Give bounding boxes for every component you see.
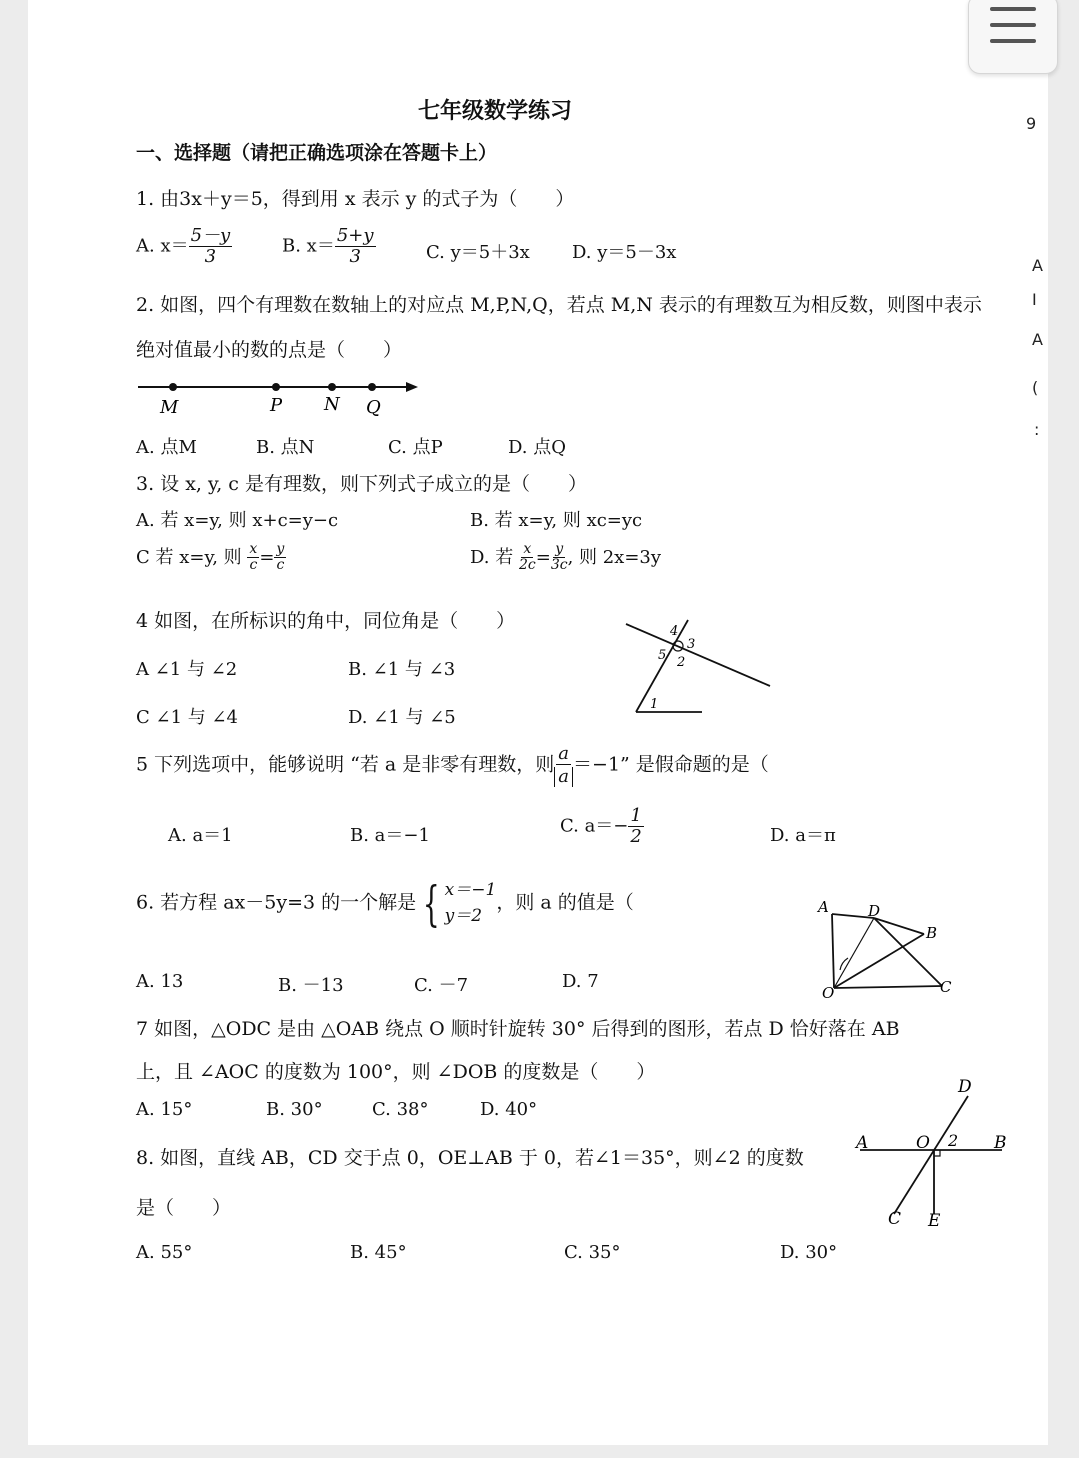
margin-fragment: I: [1032, 290, 1037, 309]
vertex-label-o: O: [822, 984, 835, 1001]
angle-label-2: 2: [677, 655, 686, 670]
question-4-stem: 4 如图，在所标识的角中，同位角是（ ）: [136, 610, 516, 632]
question-3-option-a: A. 若 x=y, 则 x+c=y−c: [136, 510, 339, 531]
vertex-label-c: C: [940, 978, 952, 996]
line-label-e: E: [928, 1211, 941, 1231]
line-label-a: A: [856, 1133, 869, 1153]
question-8-option-d: D. 30°: [780, 1242, 838, 1263]
question-1-option-c: C. y＝5＋3x: [426, 242, 530, 263]
angle-label-4: 4: [670, 624, 679, 639]
question-3-option-c: C 若 x=y, 则 $\frac{x}{c}$ = $\frac{y}{c}$: [136, 541, 285, 574]
question-4-option-d: D. ∠1 与 ∠5: [348, 707, 456, 728]
question-5-option-b: B. a＝−1: [350, 825, 430, 846]
number-line-figure: [130, 372, 430, 422]
question-1-stem: 1. 由3x＋y＝5，得到用 x 表示 y 的式子为（ ）: [136, 188, 575, 210]
question-5-option-a: A. a＝1: [168, 825, 233, 846]
question-2-option-b: B. 点N: [256, 437, 315, 458]
label-q: Q: [366, 397, 381, 418]
menu-button[interactable]: [968, 0, 1058, 74]
point-m: [169, 383, 177, 391]
line-label-c: C: [888, 1209, 902, 1229]
margin-fragment: (: [1032, 378, 1039, 397]
equation-system: { x＝−1 y＝2: [422, 875, 497, 932]
question-2-stem-line1: 2. 如图，四个有理数在数轴上的对应点 M,P,N,Q，若点 M,N 表示的有理数互为相反数，则图中表示: [136, 294, 982, 316]
section-heading: 一、选择题（请把正确选项涂在答题卡上）: [136, 142, 498, 164]
question-7-option-b: B. 30°: [266, 1099, 323, 1120]
question-7-stem-line1: 7 如图，△ODC 是由 △OAB 绕点 O 顺时针旋转 30° 后得到的图形，若点 D 恰好落在 AB: [136, 1018, 900, 1040]
line-label-d: D: [958, 1077, 972, 1097]
question-7-option-c: C. 38°: [372, 1099, 429, 1120]
point-label-o: O: [916, 1133, 930, 1153]
margin-fragment: :: [1034, 420, 1040, 439]
question-4-option-c: C ∠1 与 ∠4: [136, 707, 239, 728]
question-7-option-d: D. 40°: [480, 1099, 538, 1120]
angle-label-2: 2: [948, 1131, 959, 1150]
question-4-option-a: A ∠1 与 ∠2: [136, 659, 238, 680]
question-2-stem-line2: 绝对值最小的数的点是（ ）: [136, 339, 403, 361]
question-6-option-b: B. －13: [278, 975, 344, 996]
question-3-stem: 3. 设 x, y, c 是有理数，则下列式子成立的是（ ）: [136, 473, 587, 495]
question-2-option-a: A. 点M: [136, 437, 197, 458]
question-7-stem-line2: 上，且 ∠AOC 的度数为 100°，则 ∠DOB 的度数是（ ）: [136, 1061, 656, 1083]
page-title: 七年级数学练习: [418, 98, 573, 124]
label-p: P: [270, 395, 283, 416]
point-q: [368, 383, 376, 391]
vertex-label-d: D: [868, 902, 881, 920]
angle-label-3: 3: [687, 637, 696, 652]
question-2-option-d: D. 点Q: [508, 437, 566, 458]
menu-icon: [990, 7, 1036, 11]
question-6-option-c: C. －7: [414, 975, 469, 996]
angle-label-1: 1: [650, 697, 659, 712]
question-2-option-c: C. 点P: [388, 437, 443, 458]
question-4-option-b: B. ∠1 与 ∠3: [348, 659, 456, 680]
question-6-option-d: D. 7: [562, 971, 599, 992]
question-7-option-a: A. 15°: [136, 1099, 193, 1120]
page-number: 9: [1026, 114, 1037, 133]
question-8-option-c: C. 35°: [564, 1242, 621, 1263]
question-3-option-d: D. 若 $\frac{x}{2c}$ = $\frac{y}{3c}$ , 则 2x=3y: [470, 541, 662, 574]
angles-figure: [620, 612, 780, 722]
rotation-triangle-figure: [812, 896, 962, 1001]
question-8-option-b: B. 45°: [350, 1242, 407, 1263]
intersecting-lines-figure: [852, 1074, 1022, 1234]
vertex-label-a: A: [818, 898, 829, 916]
question-5-stem: 5 下列选项中，能够说明 “若 a 是非零有理数，则 $\frac{a}{a}$ ＝−1” 是假命题的是（: [136, 743, 769, 787]
question-8-stem-line2: 是（ ）: [136, 1197, 232, 1219]
question-5-option-d: D. a＝π: [770, 825, 836, 846]
margin-fragment: A: [1032, 330, 1043, 349]
question-5-option-c: C. a＝− $\frac{1}{2}$: [560, 805, 642, 847]
question-1-option-a: A. x＝ $\frac{5-y}{3}$: [136, 225, 231, 267]
question-1-option-d: D. y＝5－3x: [572, 242, 677, 263]
question-3-option-b: B. 若 x=y, 则 xc=yc: [470, 510, 643, 531]
question-6-stem: 6. 若方程 ax－5y=3 的一个解是 { x＝−1 y＝2 ，则 a 的值是（: [136, 875, 634, 932]
line-label-b: B: [994, 1133, 1007, 1153]
question-8-stem-line1: 8. 如图，直线 AB，CD 交于点 0，OE⊥AB 于 0，若∠1＝35°，则∠2 的度数: [136, 1147, 804, 1169]
question-1-option-b: B. x＝ $\frac{5+y}{3}$: [282, 225, 374, 267]
label-n: N: [324, 394, 340, 415]
question-6-option-a: A. 13: [136, 971, 184, 992]
question-8-option-a: A. 55°: [136, 1242, 193, 1263]
point-n: [328, 383, 336, 391]
margin-fragment: A: [1032, 256, 1043, 275]
angle-label-5: 5: [658, 648, 667, 663]
label-m: M: [160, 397, 179, 418]
vertex-label-b: B: [926, 924, 938, 942]
point-p: [272, 383, 280, 391]
